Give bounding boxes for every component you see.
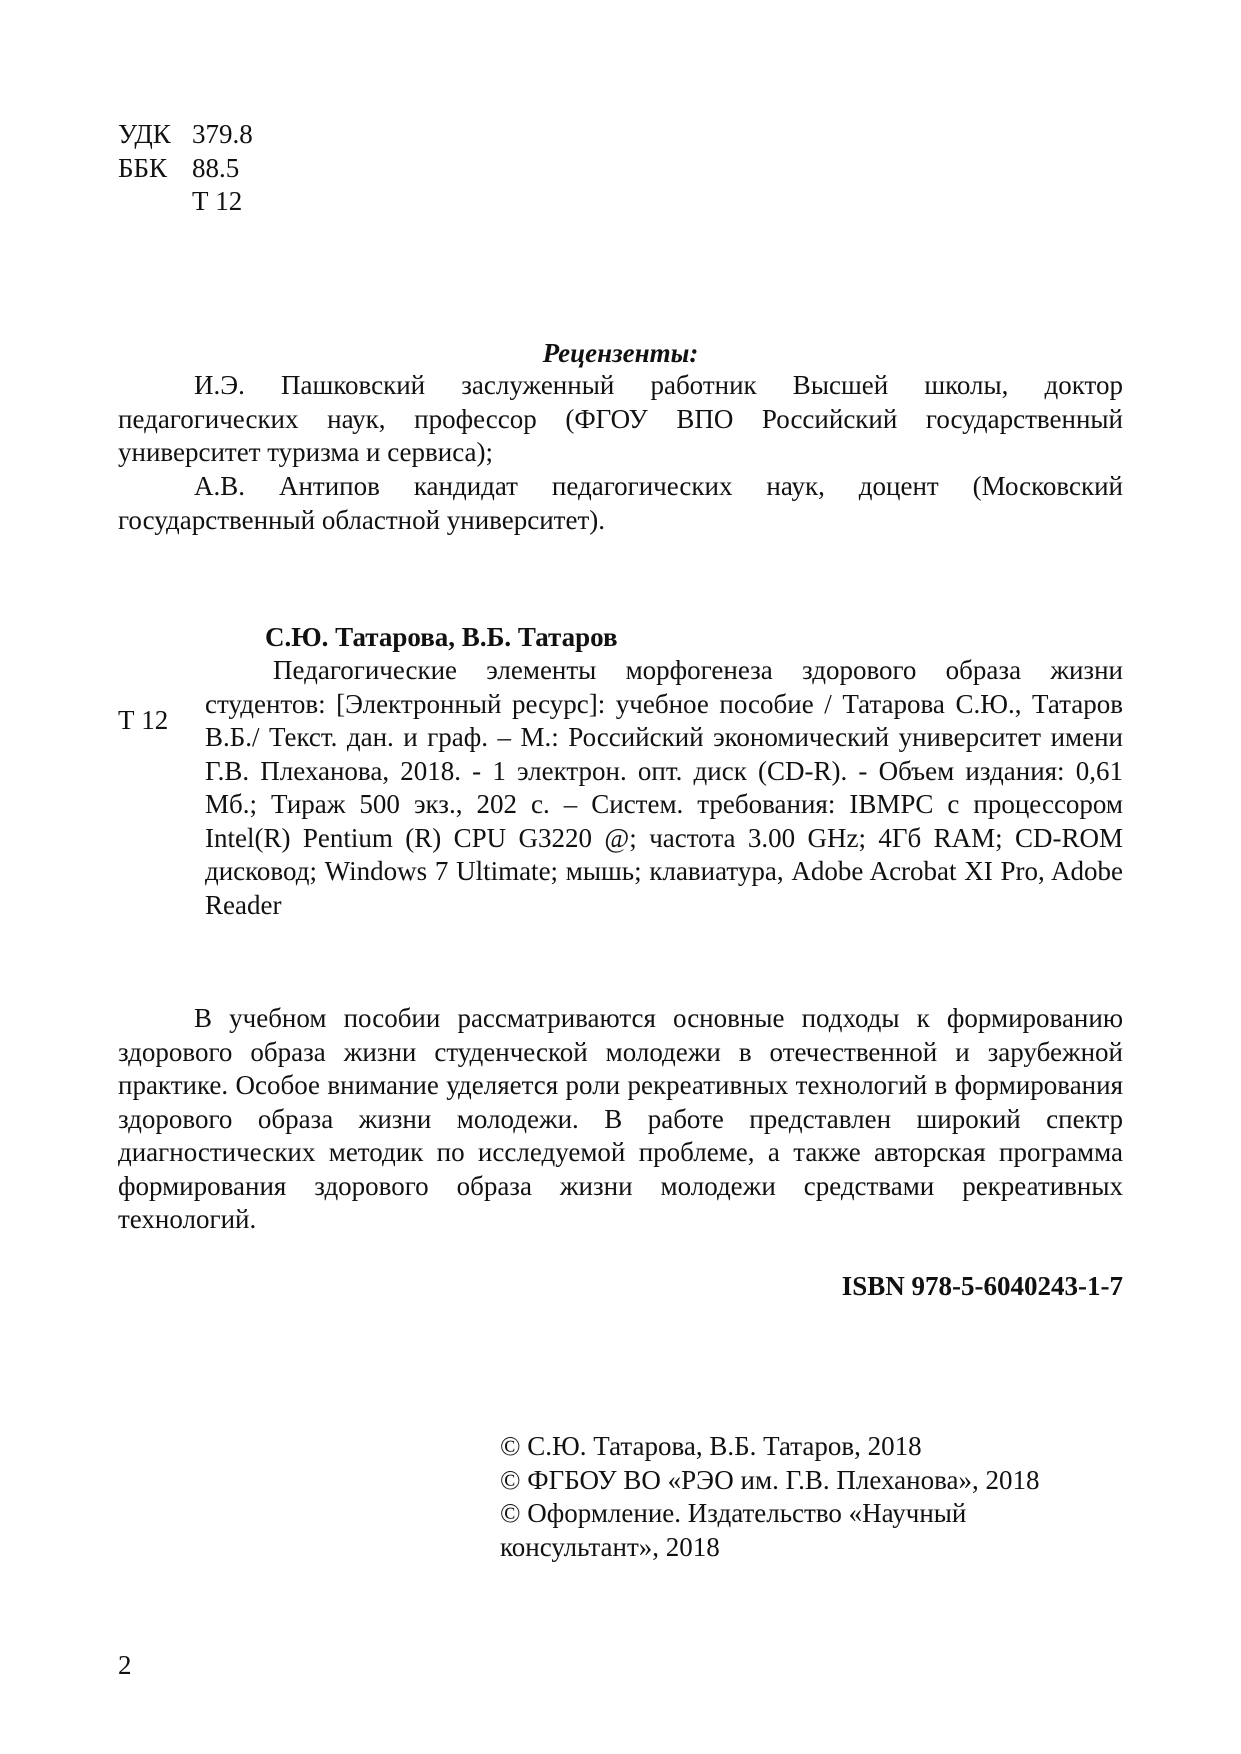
catalog-authors: С.Ю. Татарова, В.Б. Татаров bbox=[265, 622, 618, 652]
udk-row bbox=[118, 118, 253, 152]
copyright-line: © Оформление. Издательство «Научный консультант», 2018 bbox=[500, 1498, 967, 1562]
classification-codes bbox=[118, 118, 253, 219]
bbk-row bbox=[118, 152, 253, 186]
bbk-label: ББК bbox=[118, 152, 168, 183]
copyright-block bbox=[500, 1430, 1060, 1564]
author-sign: Т 12 bbox=[192, 186, 243, 216]
reviewer-2: А.В. Антипов кандидат педагогических наук, доцент (Московский государственный областной университет). bbox=[118, 471, 1123, 535]
udk-label: УДК bbox=[118, 119, 171, 149]
copyright-line: © ФГБОУ ВО «РЭО им. Г.В. Плеханова», 2018 bbox=[500, 1464, 1040, 1495]
isbn: ISBN 978-5-6040243-1-7 bbox=[841, 1271, 1123, 1301]
reviewer-1: И.Э. Пашковский заслуженный работник Высшей школы, доктор педагогических наук, профессор (ФГОУ ВПО Российский государственный университет туризма и сервиса); bbox=[118, 370, 1123, 467]
catalog-call-code: Т 12 bbox=[118, 705, 169, 735]
abstract-paragraph: В учебном пособии рассматриваются основные подходы к формированию здорового образа жизни студенческой молодежи в отечественной и зарубежной практике. Особое внимание уделяется роли рекреативных технологий в формирования здорового образа жизни молодежи. В работе представлен широкий спектр диагностических методик по исследуемой проблеме, а также авторская программа формирования здорового образа жизни молодежи средствами рекреативных технологий. bbox=[118, 1003, 1123, 1234]
reviewers-heading bbox=[0, 337, 1241, 371]
reviewers-title: Рецензенты: bbox=[542, 338, 699, 368]
catalog-description: Педагогические элементы морфогенеза здорового образа жизни студентов: [Электронный ресурс]: учебное пособие / Татарова С.Ю., Татаров В.Б./ Текст. дан. и граф. – М.: Российский экономический университет имени Г.В. Плеханова, 2018. - 1 электрон. опт. диск (CD-R). - Объем издания: 0,61 Мб.; Тираж 500 экз., 202 с. – Систем. требования: IBMPC с процессором Intel(R) Pentium (R) CPU G3220 @; частота 3.00 GHz; 4Гб RAM; CD-ROM дисковод; Windows 7 Ultimate; мышь; клавиатура, Adobe Acrobat XI Pro, Adobe Reader bbox=[205, 655, 1123, 920]
author-sign-row bbox=[118, 185, 253, 219]
udk-value: 379.8 bbox=[192, 119, 253, 149]
bbk-value: 88.5 bbox=[192, 152, 240, 183]
copyright-line: © С.Ю. Татарова, В.Б. Татаров, 2018 bbox=[500, 1431, 922, 1461]
page-number: 2 bbox=[118, 1650, 132, 1680]
